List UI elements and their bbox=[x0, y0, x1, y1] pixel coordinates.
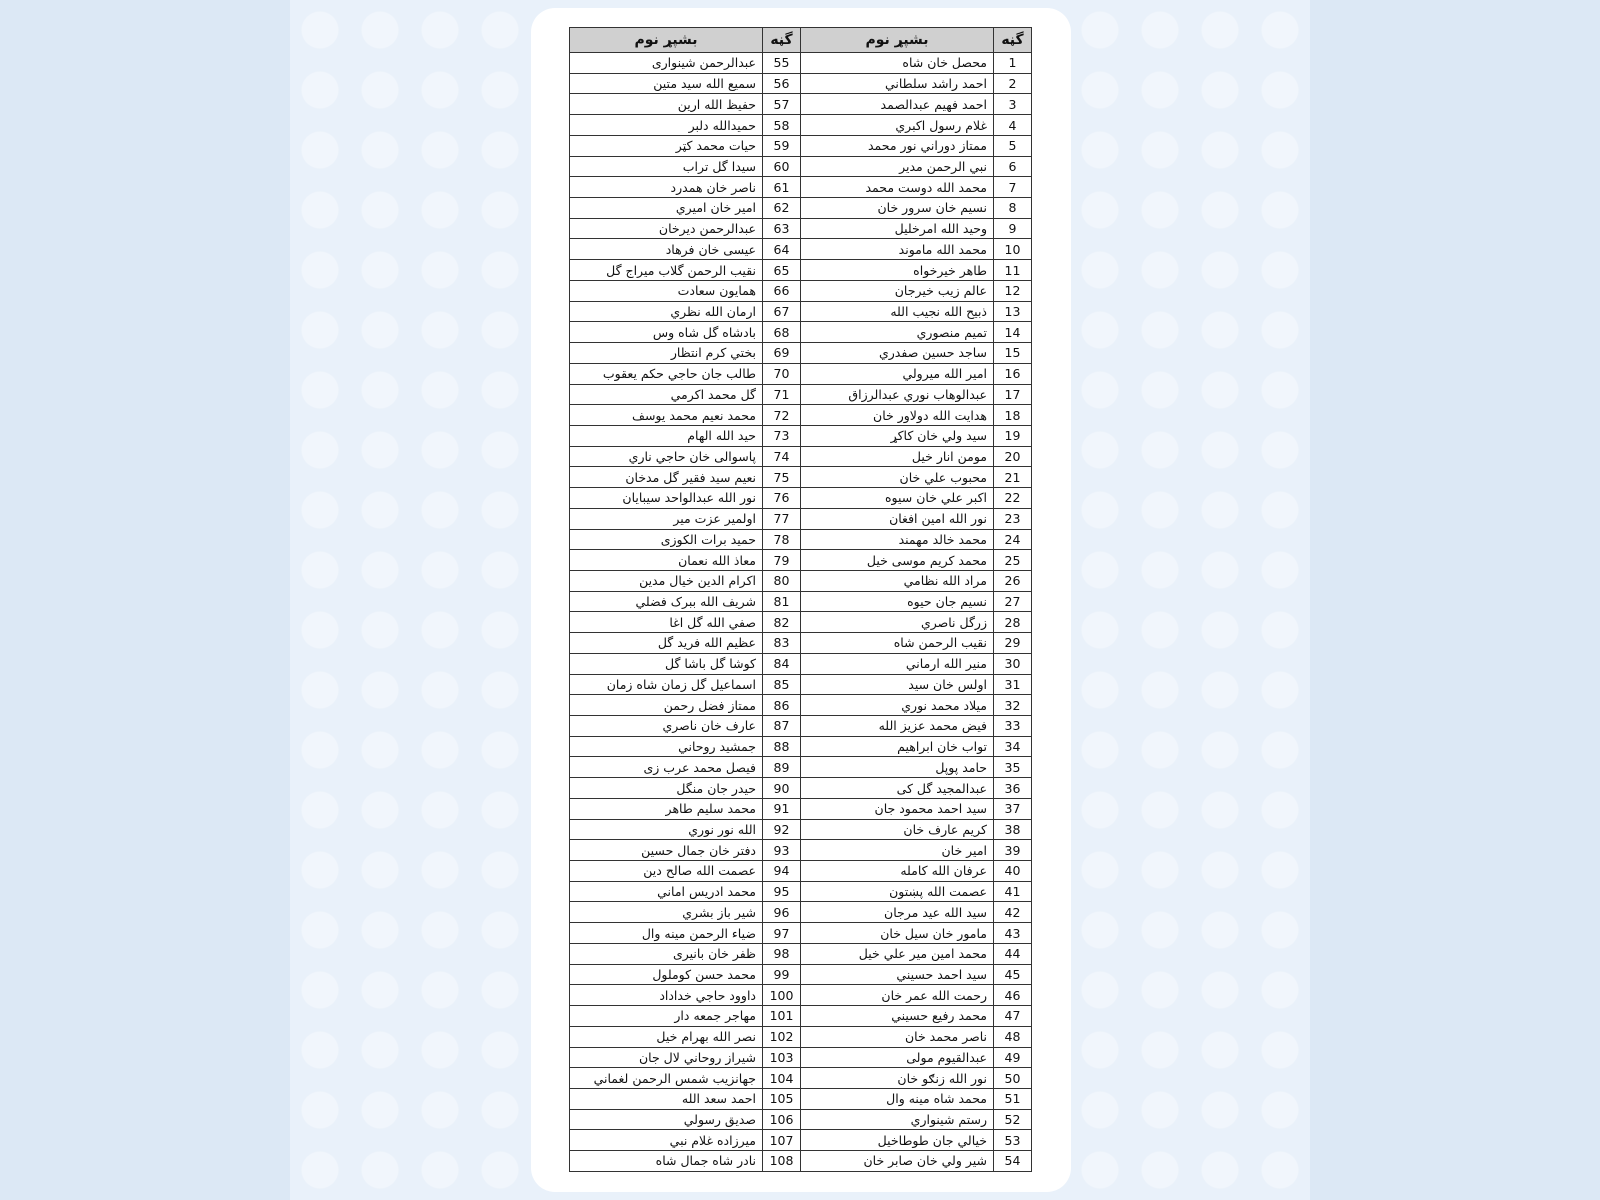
name-cell: بادشاه گل شاه وس bbox=[570, 322, 763, 343]
number-cell: 50 bbox=[994, 1068, 1032, 1089]
table-row bbox=[570, 73, 1032, 94]
number-cell: 108 bbox=[763, 1151, 801, 1172]
number-cell: 46 bbox=[994, 985, 1032, 1006]
number-cell: 54 bbox=[994, 1151, 1032, 1172]
name-cell: فیصل محمد عرب زی bbox=[570, 757, 763, 778]
table-row bbox=[570, 405, 1032, 426]
table-row bbox=[570, 260, 1032, 281]
name-cell: زرگل ناصري bbox=[801, 612, 994, 633]
name-cell: نبي الرحمن مدير bbox=[801, 156, 994, 177]
name-cell: محمد حسن کوملول bbox=[570, 964, 763, 985]
number-cell: 19 bbox=[994, 425, 1032, 446]
name-cell: نسیم جان حیوه bbox=[801, 591, 994, 612]
number-cell: 89 bbox=[763, 757, 801, 778]
number-cell: 32 bbox=[994, 695, 1032, 716]
table-row bbox=[570, 819, 1032, 840]
number-cell: 95 bbox=[763, 881, 801, 902]
table-row bbox=[570, 1151, 1032, 1172]
number-cell: 84 bbox=[763, 653, 801, 674]
name-cell: داوود حاجي خداداد bbox=[570, 985, 763, 1006]
table-row bbox=[570, 94, 1032, 115]
name-cell: سید احمد حسیني bbox=[801, 964, 994, 985]
number-cell: 38 bbox=[994, 819, 1032, 840]
table-row bbox=[570, 674, 1032, 695]
name-cell: حامد پوپل bbox=[801, 757, 994, 778]
name-cell: میرزاده غلام نبي bbox=[570, 1130, 763, 1151]
number-cell: 22 bbox=[994, 488, 1032, 509]
name-cell: ممتاز فضل رحمن bbox=[570, 695, 763, 716]
number-cell: 41 bbox=[994, 881, 1032, 902]
number-cell: 10 bbox=[994, 239, 1032, 260]
name-cell: الله نور نوري bbox=[570, 819, 763, 840]
number-cell: 81 bbox=[763, 591, 801, 612]
table-row bbox=[570, 736, 1032, 757]
name-cell: همایون سعادت bbox=[570, 280, 763, 301]
header-number-left: گڼه bbox=[763, 28, 801, 53]
number-cell: 102 bbox=[763, 1026, 801, 1047]
name-cell: عبدالمجید گل کی bbox=[801, 778, 994, 799]
number-cell: 87 bbox=[763, 716, 801, 737]
number-cell: 58 bbox=[763, 115, 801, 136]
name-cell: محمد ادریس اماني bbox=[570, 881, 763, 902]
table-body bbox=[570, 53, 1032, 1172]
name-cell: محمد خالد مهمند bbox=[801, 529, 994, 550]
table-row bbox=[570, 343, 1032, 364]
table-row bbox=[570, 653, 1032, 674]
number-cell: 45 bbox=[994, 964, 1032, 985]
name-cell: شریف الله ببرک فضلي bbox=[570, 591, 763, 612]
name-cell: محبوب علي خان bbox=[801, 467, 994, 488]
table-row bbox=[570, 985, 1032, 1006]
name-cell: عالم زيب خيرجان bbox=[801, 280, 994, 301]
name-cell: سید احمد محمود جان bbox=[801, 798, 994, 819]
number-cell: 86 bbox=[763, 695, 801, 716]
number-cell: 7 bbox=[994, 177, 1032, 198]
name-cell: نور الله امین افغان bbox=[801, 508, 994, 529]
table-header-row bbox=[570, 28, 1032, 53]
name-cell: مومن انار خیل bbox=[801, 446, 994, 467]
name-cell: حفیظ الله ارین bbox=[570, 94, 763, 115]
number-cell: 100 bbox=[763, 985, 801, 1006]
table-row bbox=[570, 798, 1032, 819]
name-cell: محمد شاه مینه وال bbox=[801, 1088, 994, 1109]
table-row bbox=[570, 923, 1032, 944]
name-cell: مامور خان سیل خان bbox=[801, 923, 994, 944]
table-row bbox=[570, 280, 1032, 301]
name-cell: بختي کرم انتظار bbox=[570, 343, 763, 364]
table-row bbox=[570, 902, 1032, 923]
number-cell: 42 bbox=[994, 902, 1032, 923]
number-cell: 23 bbox=[994, 508, 1032, 529]
right-background-panel bbox=[1310, 0, 1600, 1200]
table-row bbox=[570, 612, 1032, 633]
table-row bbox=[570, 716, 1032, 737]
name-cell: نادر شاه جمال شاه bbox=[570, 1151, 763, 1172]
name-cell: کوشا گل باشا گل bbox=[570, 653, 763, 674]
number-cell: 3 bbox=[994, 94, 1032, 115]
number-cell: 16 bbox=[994, 363, 1032, 384]
name-cell: سیدا گل تراب bbox=[570, 156, 763, 177]
name-cell: حیات محمد کټر bbox=[570, 135, 763, 156]
number-cell: 9 bbox=[994, 218, 1032, 239]
number-cell: 76 bbox=[763, 488, 801, 509]
name-cell: محمد الله دوست محمد bbox=[801, 177, 994, 198]
table-row bbox=[570, 135, 1032, 156]
table-row bbox=[570, 177, 1032, 198]
number-cell: 14 bbox=[994, 322, 1032, 343]
number-cell: 30 bbox=[994, 653, 1032, 674]
number-cell: 13 bbox=[994, 301, 1032, 322]
name-cell: تمیم منصوري bbox=[801, 322, 994, 343]
name-cell: ذبیح الله نجیب الله bbox=[801, 301, 994, 322]
name-cell: گل محمد اکرمي bbox=[570, 384, 763, 405]
name-cell: سید الله عید مرجان bbox=[801, 902, 994, 923]
number-cell: 28 bbox=[994, 612, 1032, 633]
name-cell: محمد الله ماموند bbox=[801, 239, 994, 260]
number-cell: 29 bbox=[994, 633, 1032, 654]
number-cell: 8 bbox=[994, 198, 1032, 219]
name-cell: سید ولي خان کاکړ bbox=[801, 425, 994, 446]
name-cell: کریم عارف خان bbox=[801, 819, 994, 840]
name-cell: عصمت الله پښتون bbox=[801, 881, 994, 902]
number-cell: 78 bbox=[763, 529, 801, 550]
name-cell: حمیدالله دلبر bbox=[570, 115, 763, 136]
table-row bbox=[570, 322, 1032, 343]
number-cell: 98 bbox=[763, 943, 801, 964]
number-cell: 68 bbox=[763, 322, 801, 343]
name-cell: سمیع الله سید متین bbox=[570, 73, 763, 94]
table-row bbox=[570, 1109, 1032, 1130]
name-cell: اکبر علي خان سیوه bbox=[801, 488, 994, 509]
name-cell: نور الله عبدالواحد سیبايان bbox=[570, 488, 763, 509]
name-cell: رستم شینواري bbox=[801, 1109, 994, 1130]
table-row bbox=[570, 239, 1032, 260]
number-cell: 70 bbox=[763, 363, 801, 384]
name-cell: حید الله الهام bbox=[570, 425, 763, 446]
name-cell: معاذ الله نعمان bbox=[570, 550, 763, 571]
name-cell: عبدالوهاب نوري عبدالرزاق bbox=[801, 384, 994, 405]
number-cell: 31 bbox=[994, 674, 1032, 695]
name-cell: محمد نعیم محمد یوسف bbox=[570, 405, 763, 426]
table-row bbox=[570, 384, 1032, 405]
number-cell: 57 bbox=[763, 94, 801, 115]
number-cell: 5 bbox=[994, 135, 1032, 156]
name-cell: احمد فهیم عبدالصمد bbox=[801, 94, 994, 115]
number-cell: 91 bbox=[763, 798, 801, 819]
name-cell: جهانزیب شمس الرحمن لغماني bbox=[570, 1068, 763, 1089]
number-cell: 53 bbox=[994, 1130, 1032, 1151]
number-cell: 107 bbox=[763, 1130, 801, 1151]
name-cell: صديق رسولي bbox=[570, 1109, 763, 1130]
name-cell: عیسی خان فرهاد bbox=[570, 239, 763, 260]
name-cell: احمد راشد سلطاني bbox=[801, 73, 994, 94]
header-number-right: گڼه bbox=[994, 28, 1032, 53]
name-cell: محمد رفیع حسیني bbox=[801, 1006, 994, 1027]
name-cell: تواب خان ابراهیم bbox=[801, 736, 994, 757]
table-row bbox=[570, 633, 1032, 654]
number-cell: 11 bbox=[994, 260, 1032, 281]
names-table bbox=[569, 27, 1032, 1172]
table-row bbox=[570, 591, 1032, 612]
number-cell: 18 bbox=[994, 405, 1032, 426]
number-cell: 55 bbox=[763, 53, 801, 74]
number-cell: 39 bbox=[994, 840, 1032, 861]
number-cell: 1 bbox=[994, 53, 1032, 74]
name-cell: میلاد محمد نوري bbox=[801, 695, 994, 716]
number-cell: 33 bbox=[994, 716, 1032, 737]
number-cell: 44 bbox=[994, 943, 1032, 964]
name-cell: حمید برات الکوزی bbox=[570, 529, 763, 550]
table-row bbox=[570, 1026, 1032, 1047]
table-row bbox=[570, 1047, 1032, 1068]
number-cell: 64 bbox=[763, 239, 801, 260]
name-cell: هدایت الله دولاور خان bbox=[801, 405, 994, 426]
name-cell: صفي الله گل اغا bbox=[570, 612, 763, 633]
name-cell: مراد الله نظامي bbox=[801, 570, 994, 591]
number-cell: 97 bbox=[763, 923, 801, 944]
table-row bbox=[570, 964, 1032, 985]
number-cell: 2 bbox=[994, 73, 1032, 94]
number-cell: 105 bbox=[763, 1088, 801, 1109]
table-row bbox=[570, 840, 1032, 861]
number-cell: 69 bbox=[763, 343, 801, 364]
number-cell: 106 bbox=[763, 1109, 801, 1130]
number-cell: 96 bbox=[763, 902, 801, 923]
number-cell: 25 bbox=[994, 550, 1032, 571]
name-cell: شیر باز بشري bbox=[570, 902, 763, 923]
name-cell: امیر خان bbox=[801, 840, 994, 861]
table-row bbox=[570, 1068, 1032, 1089]
name-cell: جمشید روحاني bbox=[570, 736, 763, 757]
number-cell: 27 bbox=[994, 591, 1032, 612]
table-row bbox=[570, 488, 1032, 509]
name-cell: فیض محمد عزيز الله bbox=[801, 716, 994, 737]
table-row bbox=[570, 1088, 1032, 1109]
name-cell: نسیم خان سرور خان bbox=[801, 198, 994, 219]
number-cell: 61 bbox=[763, 177, 801, 198]
number-cell: 26 bbox=[994, 570, 1032, 591]
number-cell: 62 bbox=[763, 198, 801, 219]
number-cell: 49 bbox=[994, 1047, 1032, 1068]
number-cell: 15 bbox=[994, 343, 1032, 364]
name-cell: منیر الله ارماني bbox=[801, 653, 994, 674]
name-cell: امیر خان امیري bbox=[570, 198, 763, 219]
number-cell: 36 bbox=[994, 778, 1032, 799]
name-cell: اسماعیل گل زمان شاه زمان bbox=[570, 674, 763, 695]
number-cell: 4 bbox=[994, 115, 1032, 136]
name-cell: شیر ولي خان صابر خان bbox=[801, 1151, 994, 1172]
number-cell: 90 bbox=[763, 778, 801, 799]
number-cell: 80 bbox=[763, 570, 801, 591]
name-cell: مهاجر جمعه دار bbox=[570, 1006, 763, 1027]
number-cell: 40 bbox=[994, 861, 1032, 882]
table-row bbox=[570, 943, 1032, 964]
table-row bbox=[570, 53, 1032, 74]
left-background-panel bbox=[0, 0, 290, 1200]
table-row bbox=[570, 757, 1032, 778]
table-row bbox=[570, 529, 1032, 550]
name-cell: امیر الله میرولي bbox=[801, 363, 994, 384]
name-cell: عظیم الله فرید گل bbox=[570, 633, 763, 654]
name-cell: ضیاء الرحمن مینه وال bbox=[570, 923, 763, 944]
number-cell: 56 bbox=[763, 73, 801, 94]
number-cell: 60 bbox=[763, 156, 801, 177]
table-row bbox=[570, 861, 1032, 882]
table-row bbox=[570, 156, 1032, 177]
number-cell: 75 bbox=[763, 467, 801, 488]
name-cell: دفتر خان جمال حسین bbox=[570, 840, 763, 861]
table-row bbox=[570, 301, 1032, 322]
number-cell: 6 bbox=[994, 156, 1032, 177]
name-cell: عرفان الله کامله bbox=[801, 861, 994, 882]
number-cell: 72 bbox=[763, 405, 801, 426]
table-row bbox=[570, 508, 1032, 529]
number-cell: 35 bbox=[994, 757, 1032, 778]
number-cell: 104 bbox=[763, 1068, 801, 1089]
name-cell: عارف خان ناصري bbox=[570, 716, 763, 737]
number-cell: 34 bbox=[994, 736, 1032, 757]
number-cell: 20 bbox=[994, 446, 1032, 467]
number-cell: 65 bbox=[763, 260, 801, 281]
name-cell: عصمت الله صالح دين bbox=[570, 861, 763, 882]
table-row bbox=[570, 115, 1032, 136]
name-cell: ارمان الله نظري bbox=[570, 301, 763, 322]
number-cell: 12 bbox=[994, 280, 1032, 301]
number-cell: 73 bbox=[763, 425, 801, 446]
number-cell: 63 bbox=[763, 218, 801, 239]
name-cell: شیراز روحاني لال جان bbox=[570, 1047, 763, 1068]
number-cell: 85 bbox=[763, 674, 801, 695]
number-cell: 88 bbox=[763, 736, 801, 757]
name-cell: احمد سعد الله bbox=[570, 1088, 763, 1109]
header-name-left: بشپړ نوم bbox=[570, 28, 763, 53]
number-cell: 52 bbox=[994, 1109, 1032, 1130]
name-cell: طالب جان حاجي حکم یعقوب bbox=[570, 363, 763, 384]
number-cell: 83 bbox=[763, 633, 801, 654]
number-cell: 74 bbox=[763, 446, 801, 467]
name-cell: اکرام الدين خیال مدين bbox=[570, 570, 763, 591]
table-row bbox=[570, 467, 1032, 488]
number-cell: 48 bbox=[994, 1026, 1032, 1047]
number-cell: 43 bbox=[994, 923, 1032, 944]
number-cell: 82 bbox=[763, 612, 801, 633]
name-cell: نقیب الرحمن شاه bbox=[801, 633, 994, 654]
name-cell: محصل خان شاه bbox=[801, 53, 994, 74]
name-cell: محمد کریم موسی خیل bbox=[801, 550, 994, 571]
name-cell: حیدر جان منگل bbox=[570, 778, 763, 799]
name-cell: ناصر خان همدرد bbox=[570, 177, 763, 198]
name-cell: پاسوالی خان حاجي ناري bbox=[570, 446, 763, 467]
number-cell: 21 bbox=[994, 467, 1032, 488]
table-row bbox=[570, 881, 1032, 902]
table-row bbox=[570, 778, 1032, 799]
number-cell: 77 bbox=[763, 508, 801, 529]
table-row bbox=[570, 570, 1032, 591]
table-row bbox=[570, 1006, 1032, 1027]
number-cell: 101 bbox=[763, 1006, 801, 1027]
name-cell: غلام رسول اکبري bbox=[801, 115, 994, 136]
table-row bbox=[570, 446, 1032, 467]
number-cell: 99 bbox=[763, 964, 801, 985]
number-cell: 79 bbox=[763, 550, 801, 571]
name-cell: نصر الله بهرام خیل bbox=[570, 1026, 763, 1047]
name-cell: نقیب الرحمن گلاب میراج گل bbox=[570, 260, 763, 281]
table-row bbox=[570, 218, 1032, 239]
number-cell: 17 bbox=[994, 384, 1032, 405]
name-cell: ظفر خان بانیری bbox=[570, 943, 763, 964]
header-name-right: بشپړ نوم bbox=[801, 28, 994, 53]
number-cell: 47 bbox=[994, 1006, 1032, 1027]
name-cell: ممتاز دوراني نور محمد bbox=[801, 135, 994, 156]
number-cell: 51 bbox=[994, 1088, 1032, 1109]
table-row bbox=[570, 363, 1032, 384]
name-cell: محمد سلیم طاهر bbox=[570, 798, 763, 819]
name-cell: ساجد حسین صفدري bbox=[801, 343, 994, 364]
name-cell: عبدالقیوم مولی bbox=[801, 1047, 994, 1068]
number-cell: 37 bbox=[994, 798, 1032, 819]
table-row bbox=[570, 1130, 1032, 1151]
name-cell: اولس خان سید bbox=[801, 674, 994, 695]
number-cell: 67 bbox=[763, 301, 801, 322]
name-cell: ناصر محمد خان bbox=[801, 1026, 994, 1047]
number-cell: 103 bbox=[763, 1047, 801, 1068]
name-cell: عبدالرحمن ديرخان bbox=[570, 218, 763, 239]
number-cell: 94 bbox=[763, 861, 801, 882]
number-cell: 24 bbox=[994, 529, 1032, 550]
number-cell: 59 bbox=[763, 135, 801, 156]
name-cell: خیالي جان طوطاخیل bbox=[801, 1130, 994, 1151]
number-cell: 71 bbox=[763, 384, 801, 405]
table-row bbox=[570, 550, 1032, 571]
table-row bbox=[570, 198, 1032, 219]
name-cell: طاهر خيرخواه bbox=[801, 260, 994, 281]
table-row bbox=[570, 695, 1032, 716]
name-cell: نور الله زنګو خان bbox=[801, 1068, 994, 1089]
name-cell: نعیم سید فقیر گل مدخان bbox=[570, 467, 763, 488]
number-cell: 92 bbox=[763, 819, 801, 840]
number-cell: 93 bbox=[763, 840, 801, 861]
name-cell: عبدالرحمن شینواری bbox=[570, 53, 763, 74]
name-cell: اولمیر عزت میر bbox=[570, 508, 763, 529]
number-cell: 66 bbox=[763, 280, 801, 301]
name-cell: وحید الله امرخلیل bbox=[801, 218, 994, 239]
name-cell: رحمت الله عمر خان bbox=[801, 985, 994, 1006]
name-cell: محمد امين مير علي خیل bbox=[801, 943, 994, 964]
table-row bbox=[570, 425, 1032, 446]
